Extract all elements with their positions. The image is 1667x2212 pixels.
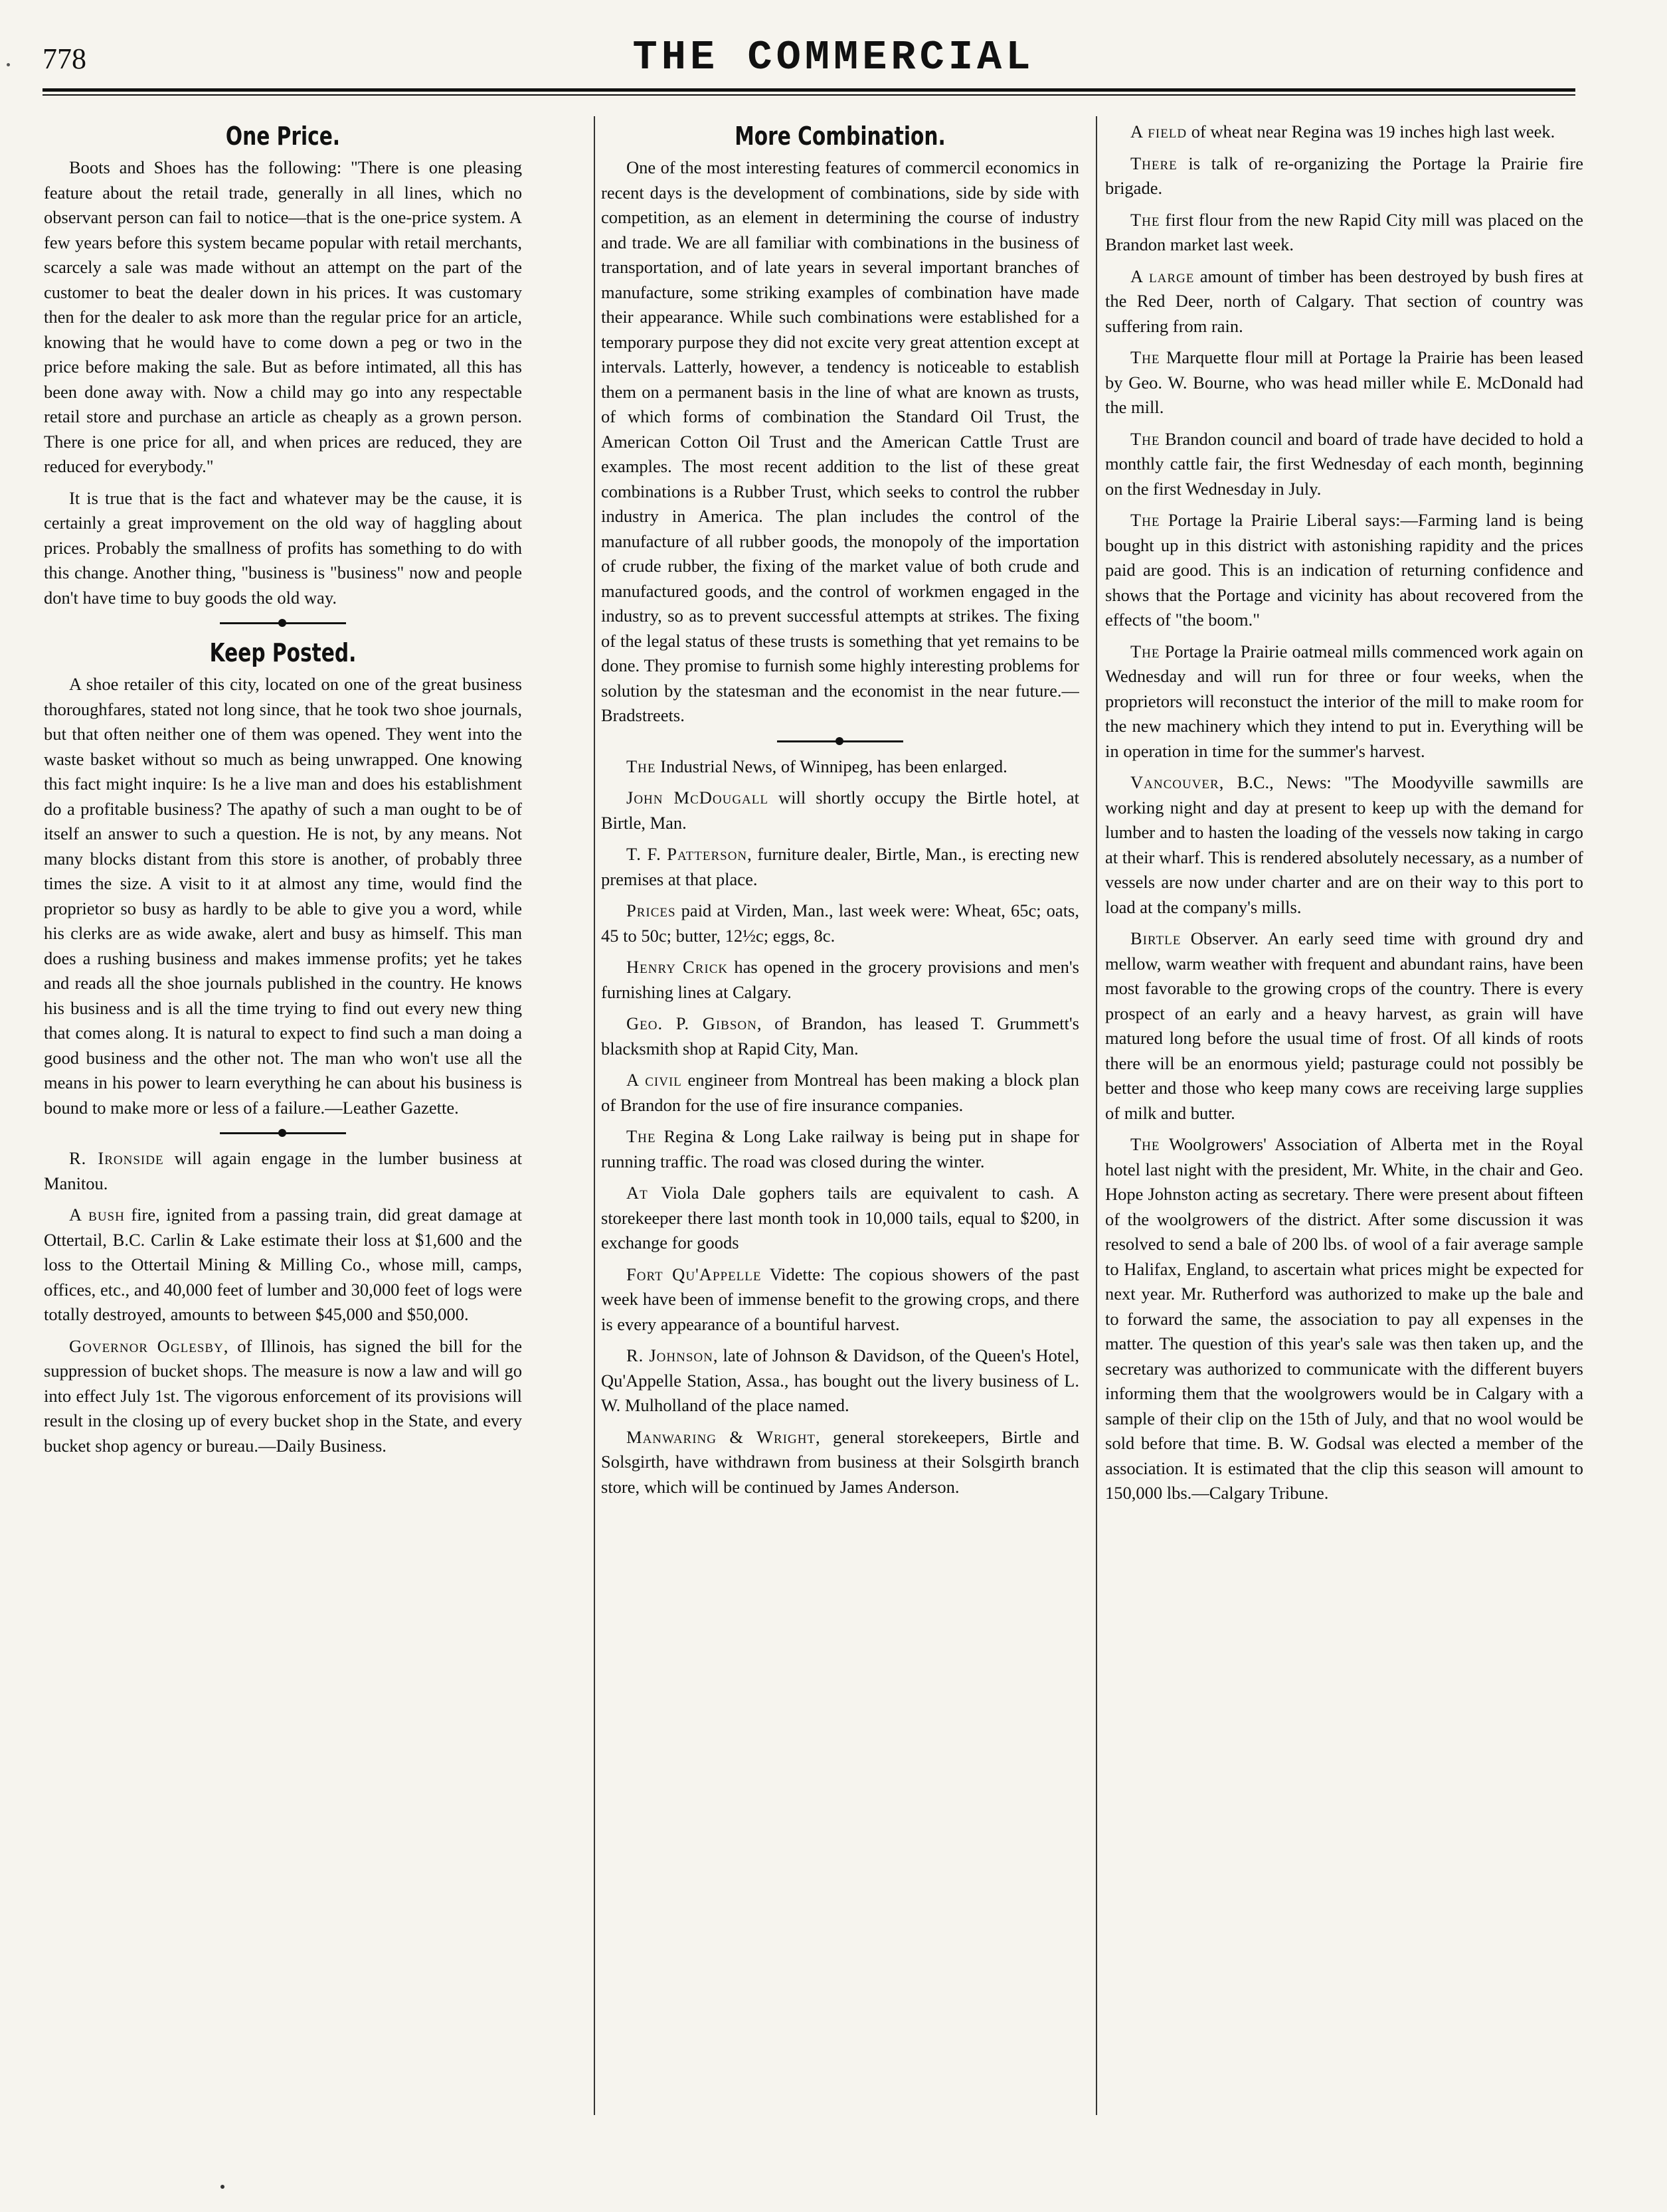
article-paragraph: One of the most interesting features of commercil economics in recent days is the development of combinations, side by side with competition, as an element in determining the course of industry and trade. We are all familiar with combinations in the business of transportation, and of late years in several important branches of manufacture, some striking examples of combination have made their appearance. While such combinations were established for a temporary purpose they did not excite very great attention except at intervals. Latterly, however, a tendency is noticeable to establish them on a permanent basis in the line of what are known as trusts, of which forms of combination the Standard Oil Trust, the American Cotton Oil Trust and the American Cattle Trust are examples. The most recent addition to the list of these great combinations is a Rubber Trust, which seeks to control the rubber industry in America. The plan includes the control of the manufacture of all rubber goods, the monopoly of the importation of crude rubber, the fixing of the market value of both crude and manufactured goods, and the control of workmen engaged in the industry, so as to prevent successful attempts at strikes. The fixing of the legal status of these trusts is something that yet remains to be done. They promise to furnish some highly interesting problems for solution by the statesman and the economist in the near future.—Bradstreets. — [601, 157, 1079, 725]
news-item-text: late of Johnson & Davidson, of the Queen's Hotel, Qu'Appelle Station, Assa., has bought out the livery business of L. W. Mulholland of the place named. — [601, 1345, 1079, 1415]
news-item — [601, 1124, 1079, 1174]
news-item-text: Brandon council and board of trade have decided to hold a monthly cattle fair, the first Wednesday of each month, beginning on the first Wednesday in July. — [1105, 428, 1583, 499]
news-item-text: will shortly occupy the Birtle hotel, at Birtle, Man. — [601, 788, 1079, 833]
news-item — [44, 1146, 522, 1196]
news-item — [601, 955, 1079, 1005]
news-item — [1105, 770, 1583, 920]
news-item-text: Portage la Prairie oatmeal mills commenced work again on Wednesday and will run for three or four weeks, when the proprietors will reconstuct the interior of the mill to make room for the new machinery which they intend to put in. Everything will be in operation in time for the summer's harvest. — [1105, 641, 1583, 761]
news-item — [601, 1262, 1079, 1337]
news-item — [44, 1203, 522, 1327]
news-item — [1105, 151, 1583, 201]
news-item-lead: Vancouver, — [1130, 772, 1225, 792]
news-item-lead: A civil — [626, 1070, 682, 1090]
section-separator — [220, 622, 346, 624]
news-item-lead: At — [626, 1183, 648, 1203]
news-item-text: Portage la Prairie Liberal says:—Farming land is being bought up in this district with astonishing rapidity and the prices paid are good. This is an indication of returning confidence and shows that the Portage and vicinity has about recovered from the effects of "the boom." — [1105, 510, 1583, 630]
news-item — [1105, 508, 1583, 633]
news-item — [601, 1343, 1079, 1418]
masthead-rule-thin — [43, 94, 1575, 96]
news-item-text: Regina & Long Lake railway is being put in shape for running traffic. The road was closed during the winter. — [601, 1126, 1079, 1171]
news-item — [1105, 427, 1583, 502]
article-heading-keep-posted: Keep Posted. — [209, 638, 357, 667]
news-item-text: fire, ignited from a passing train, did great damage at Ottertail, B.C. Carlin & Lake estimate their loss at $1,600 and the loss to the Ottertail Mining & Milling Co., whose mill, camps, offices, etc., and 40,000 feet of lumber and 30,000 feet of logs were totally destroyed, amounts to between $45,000 and $50,000. — [44, 1205, 522, 1324]
article-paragraph: A shoe retailer of this city, located on one of the great business thoroughfares, stated not long since, that he took two shoe journals, but that often neither one of them was opened. They went into the waste basket without so much as being unwrapped. One knowing this fact might inquire: Is he a live man and does his establishment do a profitable business? The apathy of such a man ought to be of itself an answer to such a question. He is not, by any means. Not many blocks distant from this store is another, of probably three times the size. A visit to it at almost any time, would find the proprietor so busy as hardly to be able to give you a word, while his clerks are as wide awake, alert and busy as himself. This man does a rushing business and makes immense profits; yet he takes and reads all the shoe journals published in the country. He knows his business and is all the time trying to find out every new thing that comes along. It is natural to expect to find such a man doing a good business and the other not. The man who won't use all the means in his power to learn everything he can about his business is bound to make more or less of a failure.—Leather Gazette. — [44, 674, 522, 1118]
column-3 — [1105, 120, 1583, 2118]
news-item-lead: Birtle — [1130, 928, 1182, 948]
news-item-lead: Fort Qu'Appelle — [626, 1264, 762, 1284]
news-item-lead: John McDougall — [626, 788, 768, 808]
news-item — [601, 898, 1079, 948]
news-item — [601, 1181, 1079, 1256]
news-item-text: Observer. An early seed time with ground dry and mellow, warm weather with frequent and abundant rains, have been most favorable to the growing crops of the country. There is every prospect of an early and a heavy harvest, as grain will have matured long before the usual time of frost. Of all kinds of roots there will be an enormous yield; pasturage could not possibly be better and those who keep many cows are receiving large supplies of milk and butter. — [1105, 928, 1583, 1123]
news-item-lead: A bush — [69, 1205, 125, 1225]
news-item-text: engineer from Montreal has been making a block plan of Brandon for the use of fire insurance companies. — [601, 1070, 1079, 1115]
news-item-text: Viola Dale gophers tails are equivalent to cash. A storekeeper there last month took in 10,000 tails, equal to $200, in exchange for goods — [601, 1183, 1079, 1252]
article-heading-more-combination: More Combination. — [735, 122, 946, 151]
news-item-lead: The — [626, 1126, 656, 1146]
news-item — [601, 1425, 1079, 1500]
news-item-lead: R. Ironside — [69, 1148, 164, 1168]
news-item-text: will again engage in the lumber business at Manitou. — [44, 1148, 522, 1193]
news-item-lead: A large — [1130, 266, 1195, 286]
column-divider — [1096, 116, 1097, 2115]
news-item — [44, 1334, 522, 1459]
news-item-lead: The — [1130, 510, 1160, 530]
column-1 — [44, 120, 522, 2118]
news-item — [601, 842, 1079, 892]
news-item-text: Woolgrowers' Association of Alberta met in the Royal hotel last night with the president, Mr. White, in the chair and Geo. Hope Johnston acting as secretary. There were present about fifteen of the woolgrowers of the district. After some discussion it was resolved to send a bale of 200 lbs. of wool of a fair average sample to Halifax, England, to ascertain what prices might be expected for next year. Mr. Rutherford was authorized to make up the bale and to forward the same, the association to pay all expenses in the matter. The question of this year's sale was then taken up, and the secretary was authorized to communicate with the different buyers informing them that the woolgrowers would be in Calgary with a sample of their clip on the 15th of July, and that no wool would be sold before that time. B. W. Godsal was elected a member of the association. It is estimated that the clip this season will amount to 150,000 lbs.—Calgary Tribune. — [1105, 1134, 1583, 1503]
news-item-text: of Illinois, has signed the bill for the suppression of bucket shops. The measure is now a law and will go into effect July 1st. The vigorous enforcement of its provisions will result in the closing up of every bucket shop in the State, and every bucket shop agency or bureau.—Daily Business. — [44, 1335, 522, 1456]
column-divider — [594, 116, 595, 2115]
news-item-lead: Henry Crick — [626, 957, 729, 977]
news-item-lead: The — [626, 756, 656, 776]
news-item-lead: The — [1130, 1134, 1160, 1154]
news-item — [601, 1011, 1079, 1061]
news-item-text: paid at Virden, Man., last week were: Wheat, 65c; oats, 45 to 50c; butter, 12½c; eggs, 8c. — [601, 900, 1079, 946]
page-number: 778 — [43, 43, 86, 75]
news-item-lead: The — [1130, 347, 1160, 367]
news-item-text: furniture dealer, Birtle, Man., is erecting new premises at that place. — [601, 844, 1079, 889]
news-item — [601, 1068, 1079, 1118]
news-item-lead: Geo. P. Gibson, — [626, 1013, 762, 1033]
masthead-rule — [43, 88, 1575, 92]
article-paragraph: It is true that is the fact and whatever may be the cause, it is certainly a great improvement on the old way of haggling about prices. Probably the smallness of profits has something to do with this change. Another thing, "business is "business" now and people don't have time to buy goods the old way. — [44, 487, 522, 608]
news-item-lead: There — [1130, 153, 1178, 173]
news-item-lead: The — [1130, 209, 1160, 230]
news-item — [1105, 345, 1583, 420]
news-item — [1105, 120, 1583, 145]
news-item-text: amount of timber has been destroyed by bush fires at the Red Deer, north of Calgary. That section of country was suffering from rain. — [1105, 266, 1583, 336]
masthead — [0, 0, 1667, 100]
margin-speck — [220, 2185, 224, 2189]
news-item-text: is talk of re-organizing the Portage la Prairie fire brigade. — [1105, 153, 1583, 198]
news-item-lead: R. Johnson, — [626, 1345, 719, 1365]
news-item-lead: Prices — [626, 900, 676, 920]
news-item-text: Marquette flour mill at Portage la Prairie has been leased by Geo. W. Bourne, who was head miller while E. McDonald had the mill. — [1105, 347, 1583, 417]
news-item — [1105, 208, 1583, 258]
section-separator — [777, 740, 903, 742]
news-item-text: first flour from the new Rapid City mill was placed on the Brandon market last week. — [1105, 209, 1583, 254]
paper-title: THE COMMERCIAL — [632, 34, 1035, 81]
news-item-lead: T. F. Patterson, — [626, 844, 752, 864]
news-item — [1105, 639, 1583, 764]
news-item — [1105, 264, 1583, 339]
news-item-text: Vidette: The copious showers of the past week have been of immense benefit to the growing crops, and there is every appearance of a bountiful harvest. — [601, 1264, 1079, 1334]
news-item-lead: The — [1130, 428, 1160, 449]
news-item-lead: The — [1130, 641, 1160, 661]
section-separator — [220, 1132, 346, 1134]
news-item-text: of wheat near Regina was 19 inches high last week. — [1187, 122, 1555, 141]
news-item — [601, 786, 1079, 835]
news-item-text: has opened in the grocery provisions and men's furnishing lines at Calgary. — [601, 957, 1079, 1002]
news-item-text: general storekeepers, Birtle and Solsgirth, have withdrawn from business at their Solsgirth branch store, which will be continued by James Anderson. — [601, 1426, 1079, 1497]
article-heading-one-price: One Price. — [225, 122, 341, 151]
news-item-text: B.C., News: "The Moodyville sawmills are working night and day at present to keep up with the demand for lumber and to hasten the loading of the vessels now taking in cargo at their wharf. This is rendered absolutely necessary, as a number of vessels are now under charter and are on their way to this port to load at the company's mills. — [1105, 772, 1583, 917]
article-paragraph: Boots and Shoes has the following: "There is one pleasing feature about the retail trade, generally in all lines, which no observant person can fail to notice—that is the one-price system. A few years before this system became popular with retail merchants, scarcely a sale was made without an attempt on the part of the customer to beat the dealer down in his prices. It was customary then for the dealer to ask more than the regular price for an article, knowing that he would have to come down a peg or two in the price before making the sale. But as before intimated, all this has been done away with. Now a child may go into any respectable retail store and purchase an article as cheaply as a grown person. There is one price for all, and when prices are reduced, they are reduced for everybody." — [44, 157, 522, 476]
column-2 — [601, 120, 1079, 2118]
news-item-lead: Manwaring & Wright, — [626, 1426, 821, 1447]
margin-speck — [7, 63, 10, 66]
news-item-lead: Governor Oglesby, — [69, 1335, 229, 1356]
news-item-text: of Brandon, has leased T. Grummett's blacksmith shop at Rapid City, Man. — [601, 1013, 1079, 1059]
news-item — [601, 754, 1079, 780]
news-item-lead: A field — [1130, 122, 1187, 141]
news-item-text: Industrial News, of Winnipeg, has been enlarged. — [656, 756, 1008, 776]
news-item — [1105, 1132, 1583, 1506]
news-item — [1105, 926, 1583, 1126]
